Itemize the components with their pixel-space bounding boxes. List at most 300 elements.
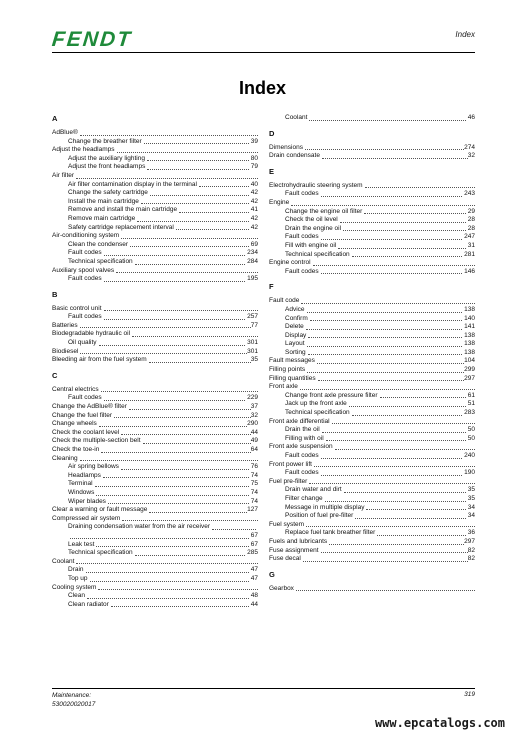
index-letter-section xyxy=(269,182,475,277)
index-entry[interactable] xyxy=(52,386,258,395)
index-subentry-text: Leak test xyxy=(68,540,95,548)
index-subentry[interactable] xyxy=(52,592,258,601)
leader-dots xyxy=(80,353,247,354)
index-subentry-text: Windows xyxy=(68,488,95,496)
index-subentry-page: 141 xyxy=(464,323,475,331)
index-letter-heading: F xyxy=(269,282,274,292)
index-subentry-page: 229 xyxy=(247,394,258,402)
index-entry[interactable] xyxy=(52,429,258,438)
index-subentry-text: Air filter contamination display in the terminal xyxy=(68,180,197,188)
index-entry[interactable] xyxy=(269,478,475,487)
index-subentry-text: Display xyxy=(285,331,307,339)
index-entry[interactable] xyxy=(269,383,475,392)
index-subentry-page: 76 xyxy=(250,463,258,471)
index-subentry-page: 41 xyxy=(250,206,258,214)
index-entry[interactable] xyxy=(269,585,475,594)
index-subentry[interactable] xyxy=(52,181,258,190)
index-entry-page: 82 xyxy=(467,555,475,563)
index-subentry-page: 74 xyxy=(250,471,258,479)
leader-dots xyxy=(335,449,475,450)
index-subentry[interactable] xyxy=(52,163,258,172)
page-header xyxy=(52,26,475,50)
index-subentry[interactable] xyxy=(269,504,475,513)
index-letter-heading: B xyxy=(52,289,58,299)
index-entry[interactable] xyxy=(269,418,475,427)
index-letter-section xyxy=(52,129,258,284)
leader-dots xyxy=(121,238,258,239)
leader-dots xyxy=(308,354,463,355)
leader-dots xyxy=(349,406,466,407)
index-subentry-page: 234 xyxy=(247,249,258,257)
leader-dots xyxy=(141,203,249,204)
leader-dots xyxy=(332,423,475,424)
index-subentry[interactable] xyxy=(269,452,475,461)
index-subentry-page: 138 xyxy=(464,331,475,339)
leader-dots xyxy=(150,195,249,196)
index-subentry-text: Fill with engine oil xyxy=(285,241,337,249)
index-subentry[interactable] xyxy=(269,495,475,504)
index-subentry[interactable] xyxy=(269,114,475,123)
index-subentry-text: Confirm xyxy=(285,314,308,322)
index-subentry[interactable] xyxy=(269,323,475,332)
index-letter-section xyxy=(269,114,475,123)
leader-dots xyxy=(135,555,245,556)
index-subentry-text: Drain water and dirt xyxy=(285,486,342,494)
index-entry[interactable] xyxy=(52,348,258,357)
index-subentry[interactable] xyxy=(269,242,475,251)
leader-dots xyxy=(99,345,246,346)
index-subentry-text: Draining condensation water from the air receiver xyxy=(68,523,210,531)
index-entry-text: Check the multiple-section belt xyxy=(52,437,141,445)
index-subentry-text: Replace fuel tank breather filter xyxy=(285,529,376,537)
index-subentry-page: 190 xyxy=(464,469,475,477)
index-subentry[interactable] xyxy=(52,489,258,498)
index-subentry[interactable] xyxy=(269,529,475,538)
index-entry[interactable] xyxy=(52,455,258,464)
leader-dots xyxy=(212,529,256,530)
index-subentry[interactable] xyxy=(269,315,475,324)
index-subentry-text: Message in multiple display xyxy=(285,503,365,511)
leader-dots xyxy=(76,178,258,179)
leader-dots xyxy=(147,169,248,170)
index-subentry-page: 36 xyxy=(467,529,475,537)
index-subentry-text: Headlamps xyxy=(68,471,101,479)
index-subentry[interactable] xyxy=(52,241,258,250)
index-subentry-text: Coolant xyxy=(285,114,308,121)
header-rule xyxy=(52,52,475,53)
index-subentry[interactable] xyxy=(269,400,475,409)
index-subentry-page: 61 xyxy=(467,391,475,399)
footer-doc-info xyxy=(52,691,95,709)
leader-dots xyxy=(179,212,249,213)
leader-dots xyxy=(325,501,466,502)
leader-dots xyxy=(306,329,462,330)
index-subentry[interactable] xyxy=(52,498,258,507)
index-subentry[interactable] xyxy=(269,268,475,277)
index-subentry-text: Fault codes xyxy=(68,394,102,402)
index-entry[interactable] xyxy=(52,146,258,155)
index-entry-text: Fault messages xyxy=(269,357,315,365)
index-subentry-page: 247 xyxy=(464,233,475,241)
index-subentry-page: 40 xyxy=(250,180,258,188)
index-subentry-page: 50 xyxy=(467,426,475,434)
index-entry-page: 64 xyxy=(250,446,258,453)
index-subentry-text: Fault codes xyxy=(285,190,319,198)
index-subentry-page: 29 xyxy=(467,207,475,215)
index-entry-text: Engine control xyxy=(269,259,311,267)
index-entry[interactable] xyxy=(269,555,475,564)
leader-dots xyxy=(329,544,464,545)
index-subentry-text: Sorting xyxy=(285,348,306,356)
index-entry[interactable] xyxy=(52,129,258,138)
leader-dots xyxy=(321,196,463,197)
index-subentry[interactable] xyxy=(269,469,475,478)
index-entry-text: Fuse decal xyxy=(269,555,301,563)
leader-dots xyxy=(121,469,249,470)
index-subentry-page: 257 xyxy=(247,313,258,321)
leader-dots xyxy=(296,590,475,591)
index-subentry[interactable] xyxy=(52,249,258,258)
index-subentry-text: Jack up the front axle xyxy=(285,400,347,408)
index-subentry[interactable] xyxy=(269,340,475,349)
index-subentry-text: Oil quality xyxy=(68,339,97,347)
index-subentry-text: Fault codes xyxy=(68,275,102,283)
leader-dots xyxy=(132,336,258,337)
index-subentry-page: 138 xyxy=(464,340,475,348)
leader-dots xyxy=(321,458,463,459)
index-entry[interactable] xyxy=(269,357,475,366)
index-subentry-page: 243 xyxy=(464,190,475,198)
leader-dots xyxy=(306,526,475,527)
index-entry[interactable] xyxy=(269,443,475,452)
index-letter-section xyxy=(52,386,258,609)
index-subentry-page: 42 xyxy=(250,223,258,231)
leader-dots xyxy=(101,452,250,453)
index-entry[interactable] xyxy=(52,267,258,276)
index-entry-text: Dimensions xyxy=(269,143,303,151)
index-column-left xyxy=(52,110,258,615)
index-subentry[interactable] xyxy=(52,472,258,481)
leader-dots xyxy=(117,152,258,153)
index-subentry-text: Position of fuel pre-filter xyxy=(285,512,354,520)
index-subentry[interactable] xyxy=(269,216,475,225)
index-entry[interactable] xyxy=(269,152,475,161)
index-subentry-page: 42 xyxy=(250,214,258,222)
index-entry-text: Clear a warning or fault message xyxy=(52,506,148,514)
index-subentry-text: Fault codes xyxy=(285,469,319,477)
leader-dots xyxy=(98,589,258,590)
index-subentry-page: 301 xyxy=(247,339,258,347)
index-entry[interactable] xyxy=(52,305,258,314)
index-entry-text: Bleeding air from the fuel system xyxy=(52,356,147,364)
index-subentry-text: Air spring bellows xyxy=(68,463,119,471)
index-subentry-page: 138 xyxy=(464,348,475,356)
index-letter-section xyxy=(52,305,258,365)
leader-dots xyxy=(96,495,248,496)
index-subentry-text: Change the breather filter xyxy=(68,137,142,145)
index-entry[interactable] xyxy=(52,322,258,331)
index-subentry-text: Drain xyxy=(68,566,84,574)
index-subentry[interactable] xyxy=(52,215,258,224)
footer-doc-number: 530020020017 xyxy=(52,701,96,708)
leader-dots xyxy=(130,246,249,247)
index-entry[interactable] xyxy=(269,521,475,530)
index-subentry-page: 35 xyxy=(467,486,475,494)
leader-dots xyxy=(310,320,462,321)
leader-dots xyxy=(321,552,468,553)
leader-dots xyxy=(104,310,259,311)
index-subentry-page: 35 xyxy=(467,494,475,502)
index-letter-section xyxy=(269,144,475,161)
leader-dots xyxy=(377,535,465,536)
index-subentry[interactable] xyxy=(52,523,258,532)
leader-dots xyxy=(303,561,468,562)
index-subentry[interactable] xyxy=(52,275,258,284)
index-subentry-page: 240 xyxy=(464,452,475,459)
index-entry-text: Change the fuel filter xyxy=(52,411,112,419)
index-entry-text: Check the coolant level xyxy=(52,428,120,436)
index-entry[interactable] xyxy=(269,144,475,153)
leader-dots xyxy=(143,443,251,444)
leader-dots xyxy=(135,264,245,265)
index-entry-page: 301 xyxy=(247,347,258,355)
leader-dots xyxy=(80,327,251,328)
leader-dots xyxy=(322,158,468,159)
index-entry-page: 44 xyxy=(250,428,258,436)
index-subentry[interactable] xyxy=(269,435,475,444)
index-entry-text: Electrohydraulic steering system xyxy=(269,181,363,189)
index-letter-section xyxy=(269,297,475,563)
index-entry-text: Check the toe-in xyxy=(52,446,100,453)
index-subentry-text: Fault codes xyxy=(68,313,102,321)
index-subentry-text: Check the oil level xyxy=(285,216,338,224)
index-subentry[interactable] xyxy=(269,486,475,495)
leader-dots xyxy=(144,143,249,144)
index-entry-text: Filling quantities xyxy=(269,374,316,382)
index-entry-text: Cleaning xyxy=(52,454,78,462)
watermark: www.epcatalogs.com xyxy=(374,716,505,730)
index-entry-text: Fuel system xyxy=(269,520,305,528)
leader-dots xyxy=(104,400,246,401)
index-entry[interactable] xyxy=(52,446,258,455)
index-entry[interactable] xyxy=(52,412,258,421)
index-entry-text: Fuel pre-filter xyxy=(269,477,308,485)
index-subentry-text: Technical specification xyxy=(285,250,350,258)
index-subentry[interactable] xyxy=(269,225,475,234)
index-entry-text: Basic control unit xyxy=(52,304,102,312)
index-entry[interactable] xyxy=(52,232,258,241)
leader-dots xyxy=(103,477,249,478)
index-subentry[interactable] xyxy=(269,426,475,435)
leader-dots xyxy=(364,213,465,214)
index-subentry-page: 47 xyxy=(250,574,258,582)
leader-dots xyxy=(355,518,465,519)
index-subentry[interactable] xyxy=(52,480,258,489)
index-subentry-page: 31 xyxy=(467,241,475,249)
leader-dots xyxy=(307,312,463,313)
index-subentry[interactable] xyxy=(52,198,258,207)
index-subentry[interactable] xyxy=(269,306,475,315)
index-subentry[interactable] xyxy=(52,463,258,472)
index-subentry-text: Fault codes xyxy=(285,233,319,241)
index-letter-heading: D xyxy=(269,128,275,138)
index-entry-page: 297 xyxy=(464,537,475,545)
index-entry[interactable] xyxy=(52,437,258,446)
index-subentry[interactable] xyxy=(52,258,258,267)
index-subentry[interactable] xyxy=(52,566,258,575)
index-entry-page: 32 xyxy=(250,411,258,419)
leader-dots xyxy=(314,466,475,467)
index-entry-page: 77 xyxy=(250,321,258,329)
index-subentry[interactable] xyxy=(269,392,475,401)
brand-logo: FENDT xyxy=(50,28,134,51)
index-entry-text: Coolant xyxy=(52,557,75,565)
index-subentry[interactable] xyxy=(52,339,258,348)
index-entry[interactable] xyxy=(269,461,475,470)
index-subentry-text: Delete xyxy=(285,323,304,331)
index-entry[interactable] xyxy=(52,515,258,524)
index-subentry-page: 285 xyxy=(247,549,258,557)
leader-dots xyxy=(326,440,466,441)
leader-dots xyxy=(95,486,249,487)
leader-dots xyxy=(301,303,475,304)
section-label: Index xyxy=(455,30,475,39)
leader-dots xyxy=(80,135,258,136)
index-entry[interactable] xyxy=(52,403,258,412)
index-column-right xyxy=(269,114,475,599)
index-subentry[interactable] xyxy=(52,575,258,584)
index-entry-text: Front axle differential xyxy=(269,417,330,425)
index-entry[interactable] xyxy=(269,538,475,547)
leader-dots xyxy=(313,265,475,266)
index-subentry-page: 48 xyxy=(250,592,258,600)
index-entry[interactable] xyxy=(269,375,475,384)
index-subentry-text: Technical specification xyxy=(68,257,133,265)
index-entry[interactable] xyxy=(269,259,475,268)
index-entry-text: Biodiesel xyxy=(52,347,79,355)
index-subentry-page: 28 xyxy=(467,224,475,232)
index-entry[interactable] xyxy=(52,420,258,429)
index-subentry-page: 50 xyxy=(467,434,475,442)
leader-dots xyxy=(147,160,249,161)
index-entry-text: Auxiliary spool valves xyxy=(52,266,115,274)
index-subentry[interactable] xyxy=(52,532,258,541)
index-entry-text: Front axle xyxy=(269,383,298,391)
leader-dots xyxy=(321,239,463,240)
index-subentry[interactable] xyxy=(52,189,258,198)
index-subentry[interactable] xyxy=(52,138,258,147)
index-subentry-page: 34 xyxy=(467,512,475,520)
index-subentry-page: 75 xyxy=(250,480,258,488)
leader-dots xyxy=(309,120,465,121)
index-subentry-page: 44 xyxy=(250,600,258,608)
index-subentry-page: 80 xyxy=(250,154,258,162)
index-subentry-page: 74 xyxy=(250,488,258,496)
index-subentry-page: 34 xyxy=(467,503,475,511)
index-entry[interactable] xyxy=(269,297,475,306)
leader-dots xyxy=(340,222,466,223)
index-subentry[interactable] xyxy=(269,349,475,358)
index-subentry-text: Clean the condenser xyxy=(68,240,128,248)
leader-dots xyxy=(317,363,464,364)
leader-dots xyxy=(322,432,466,433)
index-subentry[interactable] xyxy=(52,224,258,233)
leader-dots xyxy=(149,512,247,513)
index-subentry[interactable] xyxy=(52,313,258,322)
index-entry-text: Compressed air system xyxy=(52,514,121,522)
index-subentry-page: 47 xyxy=(250,566,258,574)
index-subentry[interactable] xyxy=(52,155,258,164)
index-entry[interactable] xyxy=(52,506,258,515)
index-entry[interactable] xyxy=(52,172,258,181)
index-subentry[interactable] xyxy=(269,190,475,199)
index-entry[interactable] xyxy=(269,366,475,375)
leader-dots xyxy=(114,417,251,418)
index-entry-page: 299 xyxy=(464,366,475,374)
index-subentry-page: 42 xyxy=(250,197,258,205)
index-subentry-text: Adjust the auxiliary lighting xyxy=(68,154,145,162)
index-subentry-page: 281 xyxy=(464,250,475,258)
index-subentry-text: Fault codes xyxy=(285,267,319,275)
index-subentry[interactable] xyxy=(52,601,258,610)
leader-dots xyxy=(365,187,475,188)
index-subentry-page: 74 xyxy=(250,497,258,505)
index-subentry[interactable] xyxy=(269,233,475,242)
index-subentry[interactable] xyxy=(269,512,475,521)
index-subentry[interactable] xyxy=(269,208,475,217)
index-letter-heading: E xyxy=(269,166,275,176)
index-entry-text: AdBlue® xyxy=(52,129,78,136)
leader-dots xyxy=(104,281,246,282)
leader-dots xyxy=(137,221,249,222)
index-entry[interactable] xyxy=(52,356,258,365)
index-entry[interactable] xyxy=(52,558,258,567)
leader-dots xyxy=(111,606,249,607)
index-entry[interactable] xyxy=(269,199,475,208)
index-entry-text: Fault code xyxy=(269,297,300,305)
index-entry-text: Front axle suspension xyxy=(269,443,333,451)
index-subentry-page: 67 xyxy=(250,531,258,539)
leader-dots xyxy=(116,272,258,273)
index-subentry-text: Adjust the front headlamps xyxy=(68,163,146,171)
leader-dots xyxy=(121,434,251,435)
index-subentry[interactable] xyxy=(52,549,258,558)
index-entry[interactable] xyxy=(52,584,258,593)
index-entry[interactable] xyxy=(52,330,258,339)
leader-dots xyxy=(307,372,464,373)
index-letter-section xyxy=(269,585,475,594)
index-subentry[interactable] xyxy=(269,409,475,418)
index-entry-page: 82 xyxy=(467,546,475,554)
index-subentry[interactable] xyxy=(269,251,475,260)
index-subentry[interactable] xyxy=(52,394,258,403)
index-subentry-page: 284 xyxy=(247,257,258,265)
leader-dots xyxy=(318,380,465,381)
index-subentry[interactable] xyxy=(269,332,475,341)
index-entry[interactable] xyxy=(269,547,475,556)
index-entry[interactable] xyxy=(269,182,475,191)
index-subentry-text: Change the safety cartridge xyxy=(68,189,148,197)
leader-dots xyxy=(300,389,475,390)
index-subentry-text: Change the engine oil filter xyxy=(285,207,363,215)
leader-dots xyxy=(101,391,258,392)
leader-dots xyxy=(352,415,462,416)
index-entry-text: Air filter xyxy=(52,171,75,179)
index-subentry[interactable] xyxy=(52,206,258,215)
leader-dots xyxy=(305,149,464,150)
leader-dots xyxy=(104,319,246,320)
index-subentry[interactable] xyxy=(52,541,258,550)
